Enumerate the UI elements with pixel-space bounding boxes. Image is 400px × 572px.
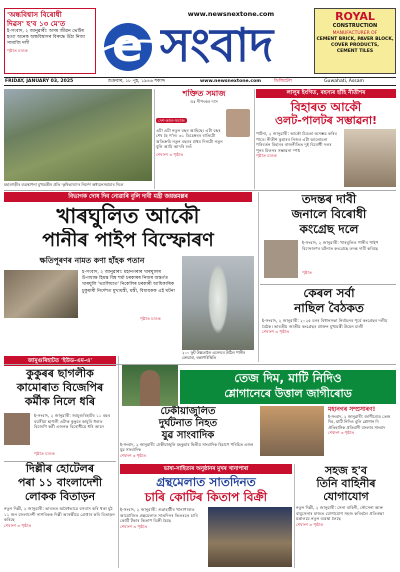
- shaktita-head: শক্তিত সমাজ: [182, 89, 226, 98]
- bihar-head-1: বিহাৰত আকৌ: [290, 100, 362, 114]
- bihar-text: পাটনা, ২ জানুৱাৰী: আকৌ মিত্ৰতা অসম্ভৱ কৰিব পাৰে। নীতীশ কুমাৰৰ নিজৰ এটা আলোচনা পৰিবৰ্তন বিহাৰৰ ৰাজনীতিত দুই বিৰোধী দলৰ পুনৰ মিলনৰ সম্ভাৱনা স্পষ্ট: [256, 131, 337, 153]
- main-photo: [182, 256, 254, 350]
- ad-line-3: CEMENT TILES: [336, 49, 374, 54]
- delhi-text: নতুন দিল্লী, ২ জানুৱাৰী: ভাৰতত অবৈধভাৱে বসবাস কৰি থকা মুঠ ১১ জন বাংলাদেশী নাগৰিকক দিল্লী আৰক্ষীয়ে গ্ৰেপ্তাৰ কৰি বিতাড়ন কৰিছে: [4, 506, 115, 523]
- dhekia-more[interactable]: শেষাংশ ৩ পৃষ্ঠাত: [120, 452, 147, 458]
- ad-sub: MANUFACTURER OF: [332, 31, 378, 36]
- logo-letter: e: [112, 20, 144, 72]
- divider: [4, 190, 396, 191]
- ad-title-1: ROYAL: [335, 10, 375, 23]
- main-subhead: ক্ষতিপূৰণৰ নামত কণা হাঁহক পতান: [39, 256, 145, 265]
- date-english: FRIDAY, JANUARY 03, 2025: [5, 79, 74, 84]
- probe-head-2: জনালে বিৰোধী: [291, 207, 367, 221]
- teja-head-1: তেজ দিম, মাটি নিদিও: [234, 371, 342, 385]
- kukur-text: ই-সংবাদ, ২ জানুৱাৰী: জামুগুৰিহাটৰ ১১ বছৰ বয়সীয়া ছাগলী এটাক কুকুৰে কামুৰি ধৰাত বিজেপি কৰ্মী এজনক বিৰোধীয়ে ধৰি আনে: [34, 413, 111, 430]
- kerala-text: ই-সংবাদ, ২ জানুৱাৰী: ২০২৫ চনৰ বিধানসভা নিৰ্বাচনৰ পূৰ্বে কংগ্ৰেছৰ দলীয় বৈঠক। ভাৰতীয় জাতীয় কংগ্ৰেছৰ প্ৰাক্তন মুখ্যমন্ত্ৰী উমেন চাণ্ডী: [262, 318, 388, 329]
- probe-head-1: তদন্তৰ দাবী: [301, 192, 357, 206]
- kukur-story: [4, 367, 116, 461]
- kerala-head-1: কেৰল সৰ্বা: [303, 286, 355, 300]
- bihar-head-2: ওলট-পালটৰ সম্ভাৱনা!: [274, 114, 378, 127]
- kukur-photo: [4, 413, 30, 445]
- divider: [118, 356, 119, 568]
- teja-banner: [180, 370, 396, 404]
- top-left-caption: মহাবগড়ীৰ ব্যৱস্থাপনা মুখ্যমন্ত্ৰীৰ প্ৰতি 'কৃষিভাষ্যা'ৰ নিৰ্দেশ অধ্যয়নসমাচাৰ দিলে: [4, 182, 124, 187]
- promo-headline-2: দিৱস' হ'ব ১৩ মে'ত: [7, 19, 66, 28]
- kukur-head-2: কামোৰাত বিজেপিৰ: [16, 381, 104, 394]
- kukur-head-3: কৰ্মীক নিলে ধৰি: [24, 395, 96, 408]
- date-assamese: শুক্ৰবাৰ, ১৮ পুহ, ১৯৪৬ শকাব্দ: [108, 79, 165, 84]
- main-strap: বিভাগক দোষ দিব নোৱাৰি বুলি দাবী মন্ত্ৰী জয়ন্তমল্লৰ: [4, 192, 252, 202]
- probe-head-3: কংগ্ৰেছ দলে: [299, 222, 359, 236]
- main-small-photo: [4, 270, 78, 318]
- divider: [4, 461, 116, 462]
- kerala-story: [262, 286, 396, 362]
- delhi-more[interactable]: শেষাংশ ৩ পৃষ্ঠাত: [4, 522, 32, 528]
- ad-title-2: CONSTRUCTION: [332, 23, 378, 29]
- delhi-head-1: দিল্লীৰ হোটেলৰ: [25, 462, 95, 475]
- paper-title: সংবাদ: [160, 18, 274, 72]
- kerala-head-2: নাছিল বৈঠকত: [294, 301, 364, 315]
- dateline: [4, 77, 396, 86]
- granthamela-text: ই-সংবাদ, ২ জানুৱাৰী: গুৱাহাটীৰ খানাপাৰাত আয়োজিত গ্ৰন্থমেলাত সাতদিনৰ ভিতৰতে চাৰি কোটি টকাৰ কিতাপ বিক্ৰী হৈছে: [120, 507, 198, 524]
- top-left-photo: [4, 89, 152, 181]
- mahanagar-head: মহানগৰ সম্প্ৰসাৰণ!: [328, 406, 376, 413]
- promo-story: ই-সংবাদ, ২ জানুৱাৰী: অসম জীৱন ভেটিৰ হত্যা অনেক অন্ধবিশ্বাসৰ বিৰুদ্ধে উঠা নিজা সামাজি দলী: [7, 29, 86, 46]
- divider: [4, 364, 396, 365]
- sahaj-more[interactable]: শেষাংশ ৩ পৃষ্ঠাত: [296, 521, 324, 527]
- sahaj-text: নতুন দিল্লী, ২ জানুৱাৰী: সেনা বাহিনী, নৌসেনা আৰু বায়ুসেনাৰ মাজত যোগাযোগ সহজ কৰিবলৈ প্ৰতিৰক্ষা মন্ত্ৰালয়ে নতুন ব্যৱস্থা লৈছে: [296, 505, 384, 522]
- granthamela-strap: ভাষা-সাহিত্যৰ অনুষ্ঠানৰ মুখৰ খানাপাৰা: [120, 464, 292, 474]
- protest-photo: [260, 406, 324, 456]
- dhekia-story: [120, 406, 256, 464]
- mahanagar-story: [328, 406, 396, 462]
- kukur-more[interactable]: পৃষ্ঠাত চাওক: [34, 451, 55, 456]
- kerala-more[interactable]: শেষাংশ ৩ পৃষ্ঠাত: [262, 329, 290, 335]
- teja-head-2: শ্লোগানেৰে উত্তাল জাগীৰোড: [224, 387, 352, 400]
- main-more[interactable]: পৃষ্ঠাত চাওক: [140, 316, 161, 321]
- delhi-head-3: লোকক বিতাড়ন: [24, 490, 96, 503]
- dateline-url[interactable]: www.newsnextone.com: [200, 79, 262, 84]
- main-head-1: খাৰঘুলিত আকৌ: [56, 204, 200, 228]
- sahaj-head-3: যোগাযোগ: [323, 490, 369, 503]
- website-top[interactable]: www.newsnextone.com: [187, 10, 275, 18]
- author-avatar: [226, 109, 250, 137]
- dhekia-head-1: ঢেকীয়াজুলিত: [160, 406, 216, 417]
- divider: [260, 284, 396, 285]
- probe-photo: [264, 240, 298, 278]
- delhi-head-2: পৰা ১১ বাংলাদেশী: [17, 476, 103, 489]
- main-text: ই-সংবাদ, ২ জানুৱাৰী: মহানগৰীৰ খাৰঘুলিৰ উপাধ্যক্ষ হিমন্ত বিশ্ব শৰ্মা চৰকাৰৰ নিজৰ অন্তৰ্গত খাৰঘুলি 'ভ্যালিয়াত' নিকেলিৰ চৰকাৰী আধিকাৰিক চুকুমাৰী নিৰ্দেশত মুখ্যমন্ত্ৰী, মন্ত্ৰী, বিধায়কক এই ঘটনা: [82, 270, 175, 294]
- dhekia-head-3: যুৱ সাংবাদিক: [161, 430, 215, 441]
- dhekia-photo: [122, 364, 178, 406]
- probe-story: [262, 192, 396, 282]
- dhekia-head-2: দুৰ্ঘটনাত নিহত: [158, 418, 218, 429]
- granthamela-head-2: চাৰি কোটিৰ কিতাপ বিক্ৰী: [144, 490, 268, 504]
- granthamela-photo: [208, 507, 292, 567]
- ad-line-1: CEMENT BRICK, PAVER BLOCK,: [316, 37, 394, 42]
- bihar-photo: [344, 129, 396, 187]
- dateline-tag: ডিজিটেল: [274, 79, 292, 84]
- sahaj-story: [296, 464, 396, 568]
- bihar-story: [256, 89, 396, 189]
- probe-text: ই-সংবাদ, ২ জানুৱাৰী: খাৰঘুলিত পানীৰ পাইপ বিস্ফোৰণৰ ঘটনাত কংগ্ৰেছে তদন্ত দাবী কৰিছে: [302, 240, 379, 251]
- ad-box[interactable]: [314, 8, 396, 74]
- divider: [154, 89, 155, 189]
- shaktita-byline: ডঃ দীপংকৰ দাস: [190, 99, 218, 104]
- main-head-2: পানীৰ পাইপ বিস্ফোৰণ: [42, 229, 214, 251]
- delhi-story: [4, 462, 116, 568]
- main-photo-caption: ২০০ ফুট উচ্চতালৈ এনেদৰে উঠিল পানীৰ ফোৱাৰা, বন্ধাপৰিস্থিতি: [182, 350, 246, 360]
- kukur-strap: জামুগুৰিহাটত 'ইউড-এম-এ': [4, 356, 116, 366]
- shaktita-text: এটা এটা নতুন বছৰ আহিছে। এটা বছৰ শেষ হৈ গ'ল। ৩১ ডিচেম্বৰৰ ৰাতিটো অতিক্ৰমি নতুন বছৰৰ প্ৰথম দিনটো নতুন বুলি আমি আদৰি লওঁ: [156, 127, 223, 150]
- promo-headline-1: 'অন্ধবিশ্বাস বিৰোধী: [7, 10, 62, 19]
- granthamela-story: [120, 475, 292, 569]
- promo-more-link[interactable]: পৃষ্ঠাত চাওক: [7, 48, 28, 53]
- mahanagar-more[interactable]: শেষাংশ ৩ পৃষ্ঠাত: [328, 430, 355, 436]
- divider: [294, 464, 295, 568]
- left-promo-box: [4, 8, 96, 74]
- probe-more[interactable]: পৃষ্ঠাত: [302, 270, 312, 275]
- dateline-place: Guwahati, Assam: [324, 79, 364, 84]
- logo[interactable]: [98, 20, 162, 74]
- sahaj-head-1: সহজ হ'ব: [325, 464, 367, 477]
- shaktita-tag-text: দেশ-কাল-সমাজ: [158, 117, 185, 123]
- mahanagar-text: ই-সংবাদ, ২ জানুৱাৰী: জাগীৰোড তেজ দিম, মাটি নিদিও বুলি শ্লোগান দি ঐতিহাসিক প্ৰতিবাদী বাংলাৰ সাংবাদ: [328, 414, 391, 430]
- dhekia-text: ই-সংবাদ, ২ জানুৱাৰী: ঢেকীয়াজুলি মহকুমাৰ দ্বিতীয় সাংবাদিক হিচাপে পৰিচিত এজন যুৱ সাংবাদিক: [120, 442, 254, 453]
- ad-line-2: COVER PRODUCTS,: [331, 43, 379, 48]
- divider: [258, 192, 259, 362]
- bihar-more[interactable]: পৃষ্ঠাত চাওক: [256, 153, 277, 159]
- bihar-strap: লালুৰ ইংগিত, ৰহস্যৰ হাঁহি নীতীশৰ: [256, 89, 396, 98]
- granthamela-head-1: গ্ৰন্থমেলাত সাতদিনত: [156, 475, 256, 489]
- sahaj-head-2: তিনি বাহিনীৰ: [316, 477, 376, 490]
- divider: [254, 89, 255, 189]
- shaktita-more[interactable]: শেষাংশ ৩ পৃষ্ঠাত: [156, 151, 184, 157]
- kukur-head-1: কুকুৰৰ ছাগলীক: [26, 367, 94, 380]
- granthamela-more[interactable]: শেষাংশ ৩ পৃষ্ঠাত: [120, 523, 148, 529]
- shaktita-column: [156, 89, 252, 189]
